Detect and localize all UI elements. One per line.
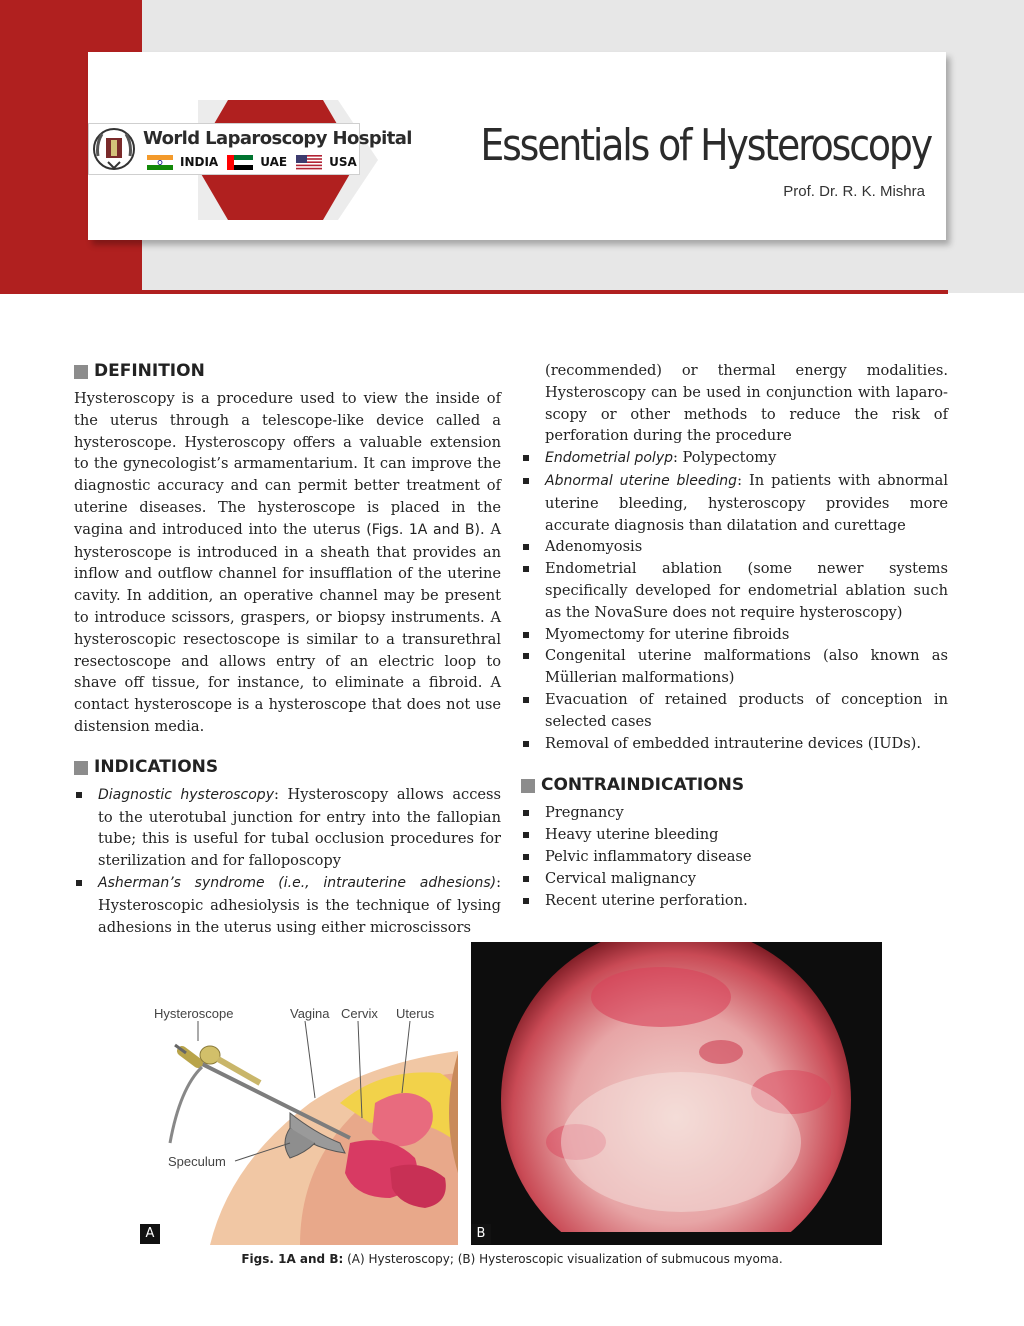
indication-text: : Hysteroscopic adhesiolysis is the technique of lysing adhesions in the uterus using either microscissors [98,873,501,936]
indication-text: Adenomyosis [545,538,643,556]
definition-text-2: . A hysteroscope is introduced in a sheath that provides an inflow and outflow channel for insufflation of the uterine cavity. In addition, an operative channel may be present to introduce scissors, graspers, or biopsy instruments. A hysteroscopic resectoscope is similar to a transurethral resectoscope and allows entry of an electric loop to shave off tissue, for instance, to eliminate a fibroid. A contact hysteroscope is a hysteroscope that does not use distension media. [74,520,501,735]
list-item [521,645,948,689]
bullet-icon [523,478,529,484]
indication-text: : In patients with abnormal uterine bleeding, hysteroscopy provides more accurate diagnosis than dilatation and curettage [545,471,948,534]
indications-list [74,784,501,939]
bullet-icon [523,566,529,572]
header-divider [0,290,948,294]
label-speculum: Speculum [168,1154,226,1169]
document-title: Essentials of Hysteroscopy [480,120,931,171]
list-item [521,824,948,846]
caption-text: (A) Hysteroscopy; (B) Hysteroscopic visualization of submucous myoma. [343,1252,783,1266]
hysteroscopic-view-image [471,942,882,1245]
contraindication-text: Heavy uterine bleeding [545,826,719,844]
indication-text: Evacuation of retained products of conception in selected cases [545,690,948,730]
definition-heading-text: DEFINITION [94,361,205,382]
indication-text: Removal of embedded intrauterine devices (IUDs). [545,734,922,752]
indication-text: : Polypectomy [673,449,777,467]
definition-heading [74,360,501,384]
uae-flag-icon [227,155,253,170]
indication-text: Endometrial ablation (some newer systems specifically developed for endometrial ablation such as the NovaSure does not require hysteroscopy) [545,560,948,621]
definition-text-1: Hysteroscopy is a procedure used to view the inside of the uterus through a telescope-like device called a hysteroscope. Hysteroscopy offers a valuable extension to the gynecologist’s armamentarium. It can improve the diagnostic accuracy and can permit better treatment of uterine diseases. The hysteroscope is placed in the vagina and introduced into the uterus [74,390,501,538]
definition-paragraph [74,388,501,738]
list-item [521,558,948,623]
list-item [521,846,948,868]
left-column [74,360,501,938]
list-item [521,470,948,536]
indication-text: Congenital uterine malformations (also known as Müllerian malformations) [545,647,948,687]
indication-term: Diagnostic hysteroscopy [98,786,274,803]
list-item [521,689,948,733]
list-item [521,890,948,912]
indications-heading [74,756,501,780]
contraindication-text: Pregnancy [545,804,624,822]
bullet-icon [76,880,82,886]
indications-heading-text: INDICATIONS [94,756,219,777]
figure-caption [0,1252,1024,1266]
indication-term: Abnormal uterine bleeding [545,472,738,489]
country-usa: USA [329,155,357,169]
emblem-icon [92,126,136,172]
label-vagina: Vagina [290,1006,330,1021]
list-item [521,624,948,646]
india-flag-icon [147,155,173,170]
bullet-icon [523,810,529,816]
bullet-icon [523,455,529,461]
list-item [74,784,501,872]
country-uae: UAE [260,155,288,169]
logo-name: World Laparoscopy Hospital [143,128,412,149]
hospital-logo [88,123,412,175]
bullet-icon [523,876,529,882]
figure-b-photo [471,942,882,1245]
heading-square-icon [74,761,88,775]
bullet-icon [523,741,529,747]
usa-flag-icon [296,155,322,170]
panel-a-label: A [140,1224,160,1244]
list-item [74,872,501,938]
panel-b-label: B [471,1224,491,1244]
bullet-icon [523,653,529,659]
country-india: INDIA [180,155,219,169]
author-name: Prof. Dr. R. K. Mishra [783,183,925,200]
contraindication-text: Cervical malignancy [545,869,697,887]
label-hysteroscope: Hysteroscope [154,1006,234,1021]
contraindication-text: Pelvic inflammatory disease [545,847,752,865]
figure-reference: (Figs. 1A and B) [366,521,481,538]
list-item [521,447,948,470]
contraindication-text: Recent uterine perforation. [545,891,748,909]
heading-square-icon [74,365,88,379]
figure-a-illustration [140,993,468,1245]
list-item [521,536,948,558]
bullet-icon [523,854,529,860]
label-cervix: Cervix [341,1006,378,1021]
list-item [521,802,948,824]
right-column [521,360,948,911]
indication-term: Asherman’s syndrome (i.e., intrauterine adhesions) [98,874,497,891]
contraindications-list [521,802,948,911]
contraindications-heading-text: CONTRAINDICATIONS [541,775,745,796]
caption-bold: Figs. 1A and B: [241,1252,344,1266]
country-flags [147,154,357,170]
indication-text: Myomectomy for uterine fibroids [545,625,790,643]
bullet-icon [523,832,529,838]
indication-term: Endometrial polyp [545,450,673,467]
bullet-icon [523,632,529,638]
indication-continuation: (recommended) or thermal energy modalities. Hysteroscopy can be used in conjunction with laparo-scopy or other methods to reduce the risk of perforation during the procedure [545,362,948,445]
contraindications-heading [521,774,948,798]
bullet-icon [523,544,529,550]
bullet-icon [523,898,529,904]
list-item [521,733,948,755]
indication-text: : Hysteroscopy allows access to the uterotubal junction for entry into the fallopian tube; this is useful for tubal occlusion procedures for sterilization and for falloposcopy [98,785,501,870]
list-item [521,868,948,890]
bullet-icon [76,792,82,798]
label-uterus: Uterus [396,1006,435,1021]
indications-list-continued [521,447,948,754]
bullet-icon [523,697,529,703]
heading-square-icon [521,779,535,793]
